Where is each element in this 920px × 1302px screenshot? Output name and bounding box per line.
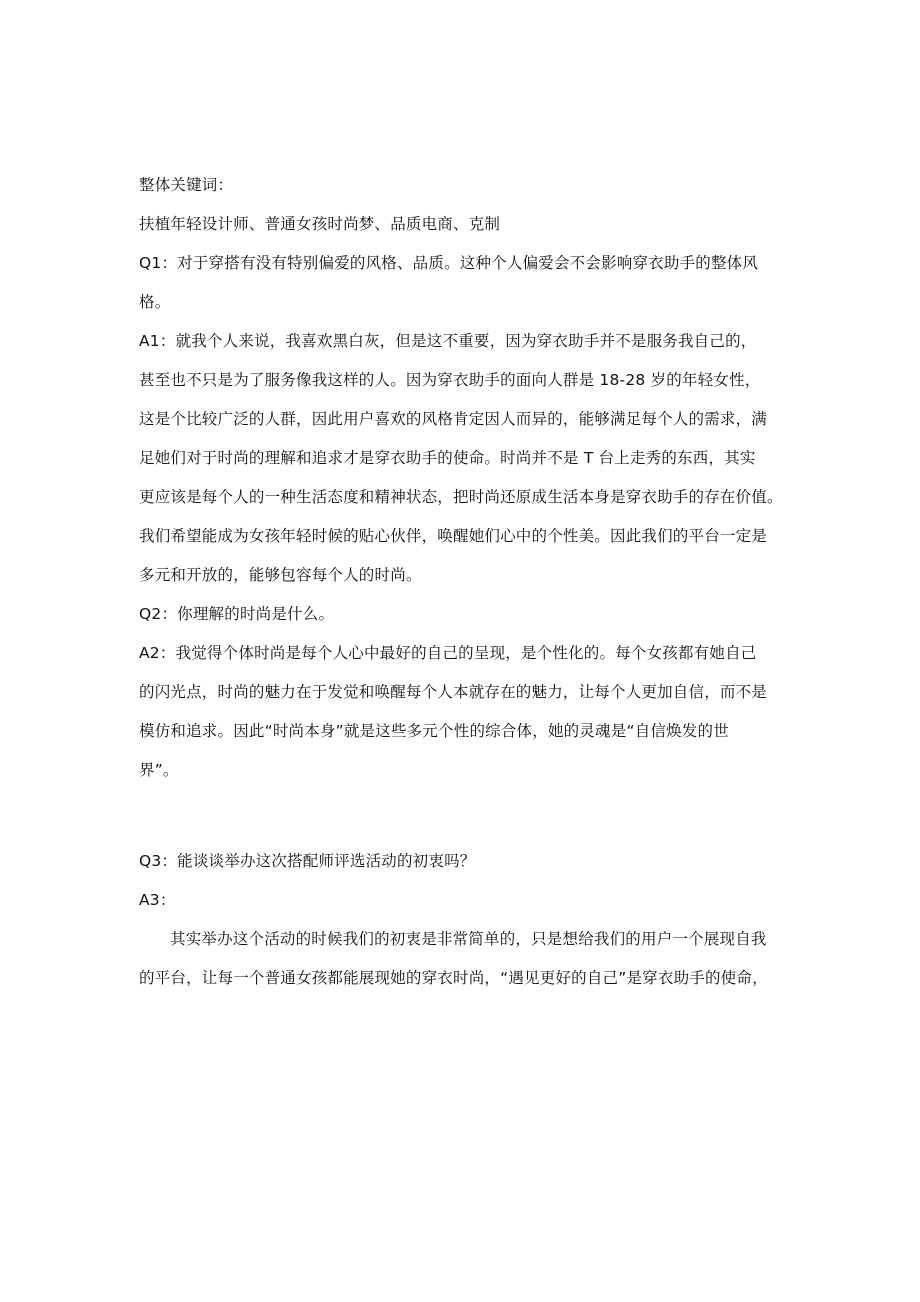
a3-line: 其实举办这个活动的时候我们的初衷是非常简单的，只是想给我们的用户一个展现自我 xyxy=(170,930,767,948)
question-3 xyxy=(139,846,787,877)
a1-line: 这是个比较广泛的人群，因此用户喜欢的风格肯定因人而异的，能够满足每个人的需求，满 xyxy=(139,410,768,428)
q2-line: Q2：你理解的时尚是什么。 xyxy=(139,605,335,623)
a2-line: 的闪光点，时尚的魅力在于发觉和唤醒每个人本就存在的魅力，让每个人更加自信，而不是 xyxy=(139,683,768,701)
a2-line: 界”。 xyxy=(139,761,179,779)
a3-label: A3： xyxy=(139,891,176,909)
q1-line: Q1：对于穿搭有没有特别偏爱的风格、品质。这种个人偏爱会不会影响穿衣助手的整体风 xyxy=(139,254,759,272)
a1-line: 甚至也不只是为了服务像我这样的人。因为穿衣助手的面向人群是 18-28 岁的年轻女性， xyxy=(139,371,761,389)
a2-line: A2：我觉得个体时尚是每个人心中最好的自己的呈现，是个性化的。每个女孩都有她自己 xyxy=(139,644,757,662)
keywords-text: 扶植年轻设计师、普通女孩时尚梦、品质电商、克制 xyxy=(139,215,501,233)
answer-2 xyxy=(139,638,787,786)
a2-line: 模仿和追求。因此“时尚本身”就是这些多元个性的综合体，她的灵魂是“自信焕发的世 xyxy=(139,722,729,740)
answer-1 xyxy=(139,326,787,591)
question-1 xyxy=(139,248,787,318)
a1-line: 我们希望能成为女孩年轻时候的贴心伙伴，唤醒她们心中的个性美。因此我们的平台一定是 xyxy=(139,527,768,545)
answer-3 xyxy=(139,885,787,994)
question-2 xyxy=(139,599,787,630)
a1-line: A1：就我个人来说，我喜欢黑白灰，但是这不重要，因为穿衣助手并不是服务我自己的， xyxy=(139,332,757,350)
q3-line: Q3：能谈谈举办这次搭配师评选活动的初衷吗？ xyxy=(139,852,476,870)
a1-line: 足她们对于时尚的理解和追求才是穿衣助手的使命。时尚并不是 T 台上走秀的东西，其实 xyxy=(139,449,756,467)
q1-line: 格。 xyxy=(139,293,171,311)
a1-line: 多元和开放的，能够包容每个人的时尚。 xyxy=(139,566,422,584)
a3-line: 的平台，让每一个普通女孩都能展现她的穿衣时尚，“遇见更好的自己”是穿衣助手的使命， xyxy=(139,969,768,987)
a1-line: 更应该是每个人的一种生活态度和精神状态，把时尚还原成生活本身是穿衣助手的存在价值。 xyxy=(139,488,783,506)
keywords-title: 整体关键词： xyxy=(139,176,234,194)
document-body xyxy=(139,170,787,994)
